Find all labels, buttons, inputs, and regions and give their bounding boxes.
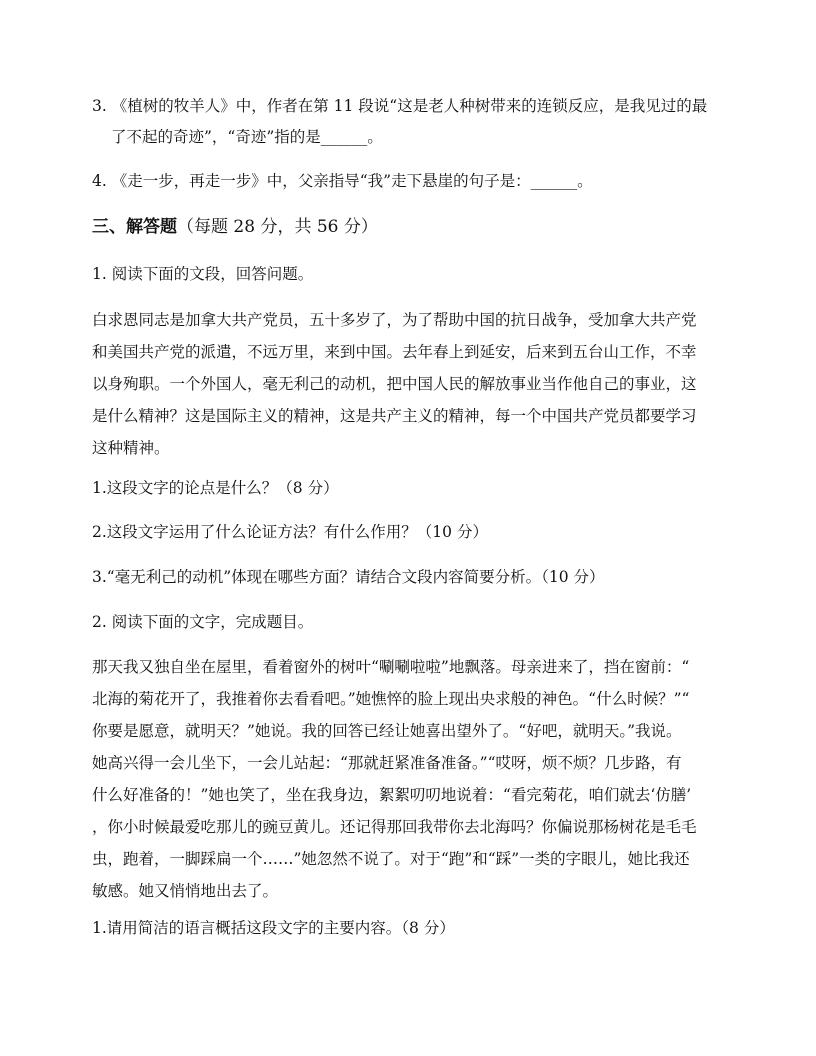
q1-passage-line: 以身殉职。一个外国人，毫无利己的动机，把中国人民的解放事业当作他自己的事业，这 <box>92 375 697 393</box>
section-3-title-main: 三、解答题 <box>92 217 177 237</box>
q2-passage-line: 敏感。她又悄悄地出去了。 <box>92 882 279 900</box>
q2-prompt: 2. 阅读下面的文字，完成题目。 <box>92 613 314 631</box>
q2-passage-line: 虫，跑着，一脚踩扁一个……”她忽然不说了。对于“跑”和“踩”一类的字眼儿，她比我还 <box>92 850 690 868</box>
section-3-title-note: （每题 28 分，共 56 分） <box>177 217 378 237</box>
q1-passage <box>92 304 732 464</box>
q2-passage-line: ，你小时候最爱吃那儿的豌豆黄儿。还记得那回我带你去北海吗？你偏说那杨树花是毛毛 <box>92 818 697 836</box>
q1-sub-3: 3.“毫无利己的动机”体现在哪些方面？请结合文段内容简要分析。（10 分） <box>92 568 605 586</box>
q2-passage-line: 你要是愿意，就明天？”她说。我的回答已经让她喜出望外了。“好吧，就明天。”我说。 <box>92 722 682 740</box>
q1-passage-line: 白求恩同志是加拿大共产党员，五十多岁了，为了帮助中国的抗日战争，受加拿大共产党 <box>92 311 697 329</box>
q2-passage-line: 北海的菊花开了，我推着你去看看吧。”她憔悴的脸上现出央求般的神色。“什么时候？”“ <box>92 690 690 708</box>
question-3-line-2: 了不起的奇迹”，“奇迹”指的是______。 <box>111 128 383 146</box>
q1-passage-line: 是什么精神？这是国际主义的精神，这是共产主义的精神，每一个中国共产党员都要学习 <box>92 407 697 425</box>
q2-sub-1: 1.请用简洁的语言概括这段文字的主要内容。（8 分） <box>92 919 455 937</box>
q1-passage-line: 这种精神。 <box>92 439 170 457</box>
q2-passage-line: 她高兴得一会儿坐下，一会儿站起：“那就赶紧准备准备。”“哎呀，烦不烦？几步路，有 <box>92 754 682 772</box>
q1-sub-2: 2.这段文字运用了什么论证方法？有什么作用？（10 分） <box>92 523 488 541</box>
q2-passage <box>92 651 732 907</box>
q1-passage-line: 和美国共产党的派遣，不远万里，来到中国。去年春上到延安，后来到五台山工作，不幸 <box>92 343 697 361</box>
q1-prompt: 1. 阅读下面的文段，回答问题。 <box>92 265 314 283</box>
question-4: 4. 《走一步，再走一步》中，父亲指导“我”走下悬崖的句子是：______。 <box>92 172 593 190</box>
q2-passage-line: 什么好准备的！”她也笑了，坐在我身边，絮絮叨叨地说着：“看完菊花，咱们就去‘仿膳’ <box>92 786 692 804</box>
section-3-title <box>92 212 732 243</box>
question-3 <box>92 91 732 153</box>
q1-sub-1: 1.这段文字的论点是什么？（8 分） <box>92 479 339 497</box>
q2-passage-line: 那天我又独自坐在屋里，看着窗外的树叶“唰唰啦啦”地飘落。母亲进来了，挡在窗前：“ <box>92 658 690 676</box>
question-3-line-1: 3. 《植树的牧羊人》中，作者在第 11 段说“这是老人种树带来的连锁反应，是我见过的最 <box>92 97 708 115</box>
